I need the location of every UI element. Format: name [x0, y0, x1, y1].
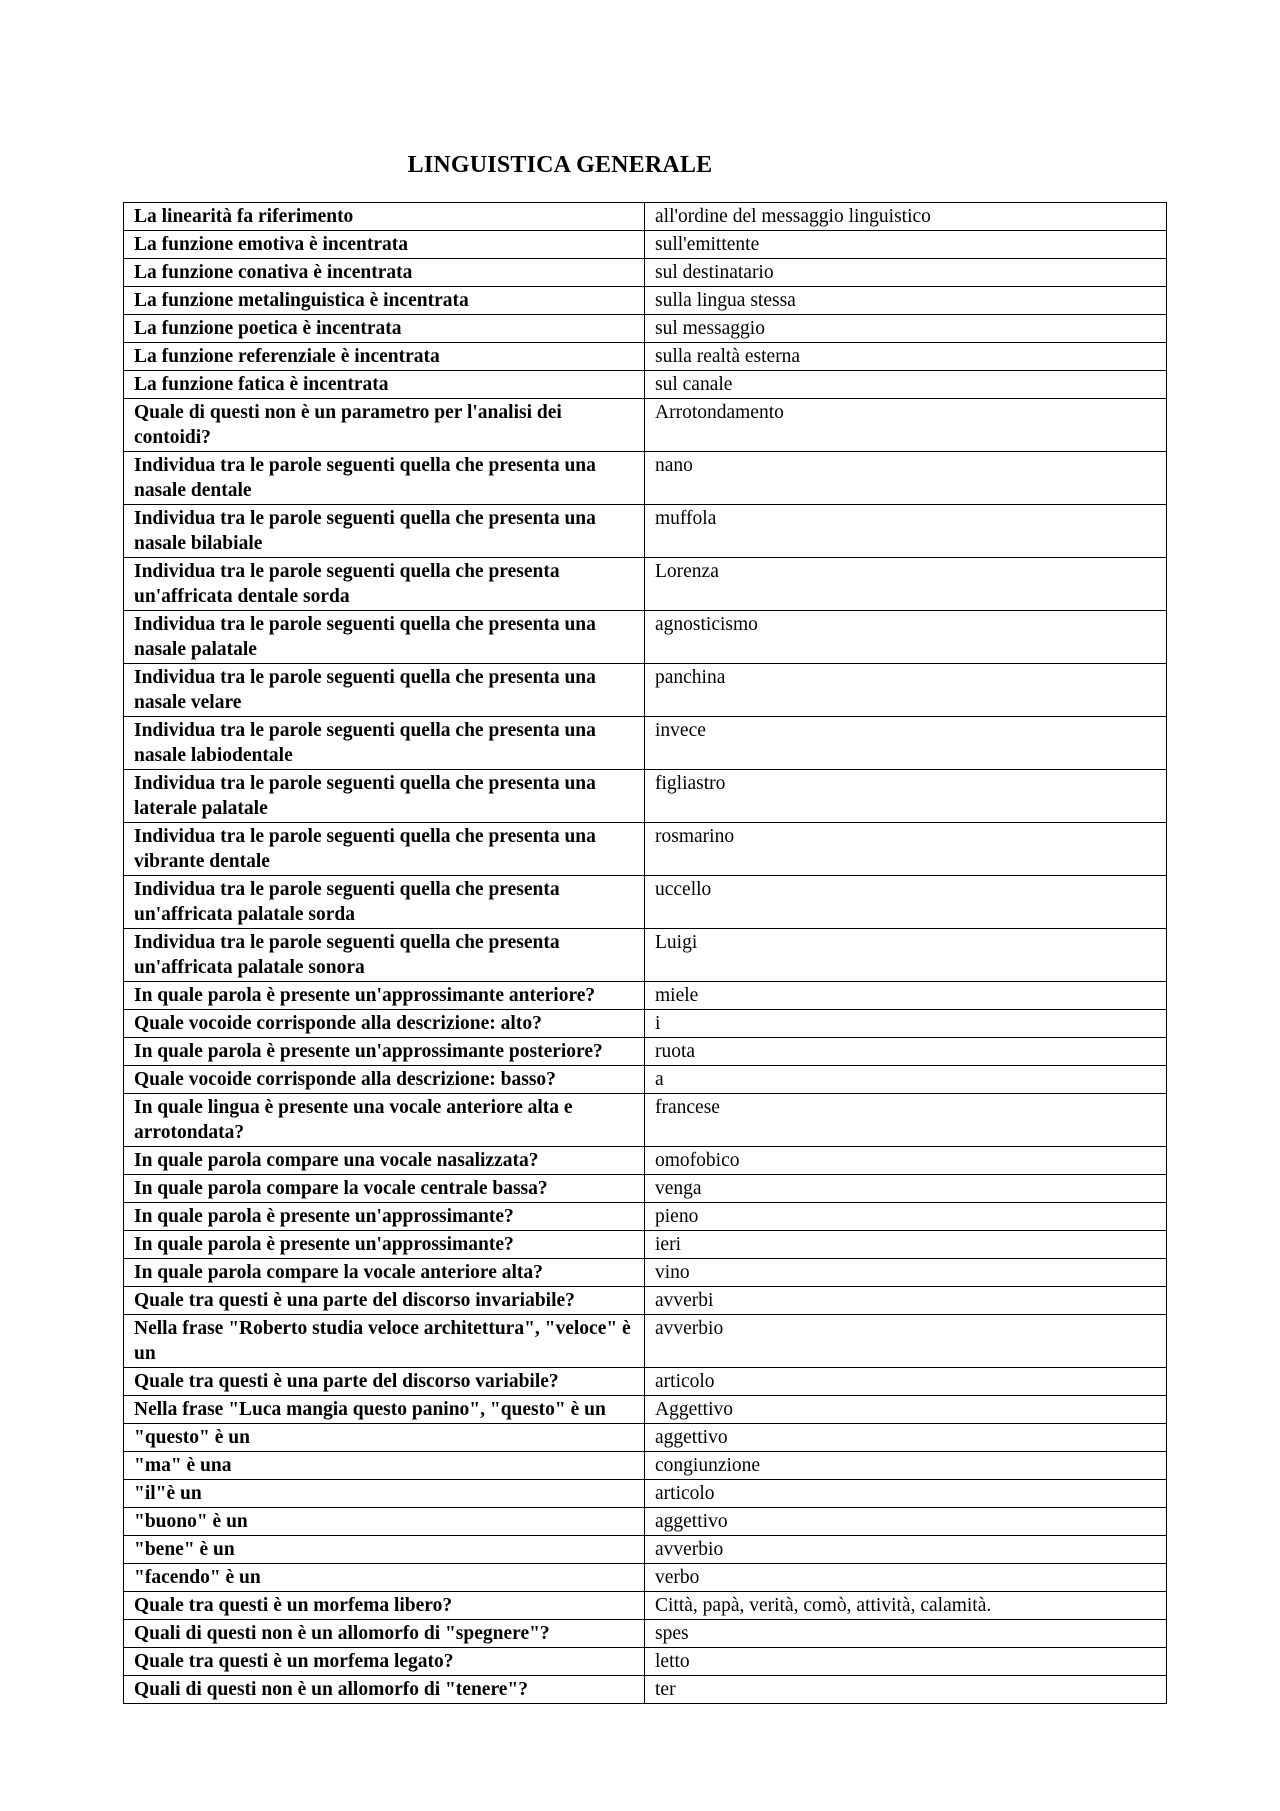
- table-row: [124, 929, 1167, 982]
- question-cell: Individua tra le parole seguenti quella che presenta una nasale velare: [124, 664, 645, 717]
- question-cell: Quale vocoide corrisponde alla descrizione: alto?: [124, 1010, 645, 1038]
- question-cell: "facendo" è un: [124, 1564, 645, 1592]
- question-cell: Quale vocoide corrisponde alla descrizione: basso?: [124, 1066, 645, 1094]
- answer-cell: ter: [645, 1676, 1167, 1704]
- question-cell: In quale parola è presente un'approssimante?: [124, 1203, 645, 1231]
- question-cell: "bene" è un: [124, 1536, 645, 1564]
- table-row: [124, 1508, 1167, 1536]
- question-cell: Nella frase "Roberto studia veloce architettura", "veloce" è un: [124, 1315, 645, 1368]
- answer-cell: sul messaggio: [645, 315, 1167, 343]
- table-row: [124, 399, 1167, 452]
- question-cell: La funzione emotiva è incentrata: [124, 231, 645, 259]
- question-cell: Individua tra le parole seguenti quella che presenta un'affricata palatale sonora: [124, 929, 645, 982]
- question-cell: "questo" è un: [124, 1424, 645, 1452]
- question-cell: In quale lingua è presente una vocale anteriore alta e arrotondata?: [124, 1094, 645, 1147]
- question-cell: La funzione conativa è incentrata: [124, 259, 645, 287]
- table-row: [124, 287, 1167, 315]
- answer-cell: verbo: [645, 1564, 1167, 1592]
- answer-cell: Arrotondamento: [645, 399, 1167, 452]
- table-row: [124, 558, 1167, 611]
- table-row: [124, 1368, 1167, 1396]
- question-cell: Quale tra questi è una parte del discorso variabile?: [124, 1368, 645, 1396]
- table-row: [124, 982, 1167, 1010]
- answer-cell: sull'emittente: [645, 231, 1167, 259]
- question-cell: Quale tra questi è un morfema libero?: [124, 1592, 645, 1620]
- table-row: [124, 1480, 1167, 1508]
- table-row: [124, 231, 1167, 259]
- answer-cell: vino: [645, 1259, 1167, 1287]
- answer-cell: i: [645, 1010, 1167, 1038]
- table-row: [124, 203, 1167, 231]
- table-row: [124, 823, 1167, 876]
- answer-cell: a: [645, 1066, 1167, 1094]
- question-cell: Quale tra questi è un morfema legato?: [124, 1648, 645, 1676]
- question-cell: La funzione poetica è incentrata: [124, 315, 645, 343]
- answer-cell: aggettivo: [645, 1508, 1167, 1536]
- table-row: [124, 1424, 1167, 1452]
- table-row: [124, 1592, 1167, 1620]
- question-cell: Individua tra le parole seguenti quella che presenta una nasale dentale: [124, 452, 645, 505]
- answer-cell: avverbio: [645, 1315, 1167, 1368]
- answer-cell: spes: [645, 1620, 1167, 1648]
- table-row: [124, 1038, 1167, 1066]
- question-cell: "ma" è una: [124, 1452, 645, 1480]
- answer-cell: aggettivo: [645, 1424, 1167, 1452]
- answer-cell: all'ordine del messaggio linguistico: [645, 203, 1167, 231]
- question-cell: Individua tra le parole seguenti quella che presenta una nasale bilabiale: [124, 505, 645, 558]
- question-cell: In quale parola compare una vocale nasalizzata?: [124, 1147, 645, 1175]
- answer-cell: rosmarino: [645, 823, 1167, 876]
- question-cell: "il"è un: [124, 1480, 645, 1508]
- qa-table-body: [124, 203, 1167, 1704]
- table-row: [124, 1066, 1167, 1094]
- answer-cell: panchina: [645, 664, 1167, 717]
- answer-cell: sulla realtà esterna: [645, 343, 1167, 371]
- question-cell: In quale parola compare la vocale anteriore alta?: [124, 1259, 645, 1287]
- question-cell: Individua tra le parole seguenti quella che presenta una laterale palatale: [124, 770, 645, 823]
- answer-cell: invece: [645, 717, 1167, 770]
- table-row: [124, 664, 1167, 717]
- table-row: [124, 259, 1167, 287]
- table-row: [124, 1094, 1167, 1147]
- table-row: [124, 1010, 1167, 1038]
- table-row: [124, 1452, 1167, 1480]
- answer-cell: sul destinatario: [645, 259, 1167, 287]
- table-row: [124, 770, 1167, 823]
- answer-cell: Aggettivo: [645, 1396, 1167, 1424]
- table-row: [124, 315, 1167, 343]
- question-cell: Nella frase "Luca mangia questo panino", "questo" è un: [124, 1396, 645, 1424]
- table-row: [124, 1259, 1167, 1287]
- answer-cell: avverbio: [645, 1536, 1167, 1564]
- qa-table: [123, 202, 1167, 1704]
- question-cell: Individua tra le parole seguenti quella che presenta una nasale palatale: [124, 611, 645, 664]
- table-row: [124, 1648, 1167, 1676]
- answer-cell: articolo: [645, 1480, 1167, 1508]
- question-cell: "buono" è un: [124, 1508, 645, 1536]
- question-cell: Quali di questi non è un allomorfo di "tenere"?: [124, 1676, 645, 1704]
- answer-cell: muffola: [645, 505, 1167, 558]
- table-row: [124, 1315, 1167, 1368]
- question-cell: Individua tra le parole seguenti quella che presenta una vibrante dentale: [124, 823, 645, 876]
- answer-cell: Luigi: [645, 929, 1167, 982]
- table-row: [124, 1203, 1167, 1231]
- answer-cell: agnosticismo: [645, 611, 1167, 664]
- question-cell: In quale parola è presente un'approssimante?: [124, 1231, 645, 1259]
- answer-cell: congiunzione: [645, 1452, 1167, 1480]
- question-cell: Individua tra le parole seguenti quella che presenta un'affricata palatale sorda: [124, 876, 645, 929]
- question-cell: La funzione referenziale è incentrata: [124, 343, 645, 371]
- answer-cell: avverbi: [645, 1287, 1167, 1315]
- question-cell: In quale parola è presente un'approssimante posteriore?: [124, 1038, 645, 1066]
- answer-cell: pieno: [645, 1203, 1167, 1231]
- question-cell: In quale parola compare la vocale centrale bassa?: [124, 1175, 645, 1203]
- answer-cell: letto: [645, 1648, 1167, 1676]
- answer-cell: omofobico: [645, 1147, 1167, 1175]
- answer-cell: ruota: [645, 1038, 1167, 1066]
- table-row: [124, 452, 1167, 505]
- table-row: [124, 1536, 1167, 1564]
- table-row: [124, 1620, 1167, 1648]
- table-row: [124, 371, 1167, 399]
- table-row: [124, 1147, 1167, 1175]
- table-row: [124, 1231, 1167, 1259]
- question-cell: Quali di questi non è un allomorfo di "spegnere"?: [124, 1620, 645, 1648]
- answer-cell: uccello: [645, 876, 1167, 929]
- answer-cell: ieri: [645, 1231, 1167, 1259]
- question-cell: Individua tra le parole seguenti quella che presenta una nasale labiodentale: [124, 717, 645, 770]
- table-row: [124, 876, 1167, 929]
- answer-cell: articolo: [645, 1368, 1167, 1396]
- answer-cell: Lorenza: [645, 558, 1167, 611]
- answer-cell: nano: [645, 452, 1167, 505]
- answer-cell: miele: [645, 982, 1167, 1010]
- table-row: [124, 611, 1167, 664]
- question-cell: Quale tra questi è una parte del discorso invariabile?: [124, 1287, 645, 1315]
- answer-cell: sulla lingua stessa: [645, 287, 1167, 315]
- question-cell: La funzione metalinguistica è incentrata: [124, 287, 645, 315]
- page-title: LINGUISTICA GENERALE: [407, 152, 713, 178]
- answer-cell: figliastro: [645, 770, 1167, 823]
- table-row: [124, 1676, 1167, 1704]
- table-row: [124, 343, 1167, 371]
- table-row: [124, 1396, 1167, 1424]
- table-row: [124, 1564, 1167, 1592]
- table-row: [124, 1287, 1167, 1315]
- question-cell: In quale parola è presente un'approssimante anteriore?: [124, 982, 645, 1010]
- answer-cell: Città, papà, verità, comò, attività, calamità.: [645, 1592, 1167, 1620]
- question-cell: Quale di questi non è un parametro per l'analisi dei contoidi?: [124, 399, 645, 452]
- answer-cell: sul canale: [645, 371, 1167, 399]
- question-cell: Individua tra le parole seguenti quella che presenta un'affricata dentale sorda: [124, 558, 645, 611]
- question-cell: La linearità fa riferimento: [124, 203, 645, 231]
- answer-cell: francese: [645, 1094, 1167, 1147]
- question-cell: La funzione fatica è incentrata: [124, 371, 645, 399]
- table-row: [124, 505, 1167, 558]
- table-row: [124, 1175, 1167, 1203]
- table-row: [124, 717, 1167, 770]
- answer-cell: venga: [645, 1175, 1167, 1203]
